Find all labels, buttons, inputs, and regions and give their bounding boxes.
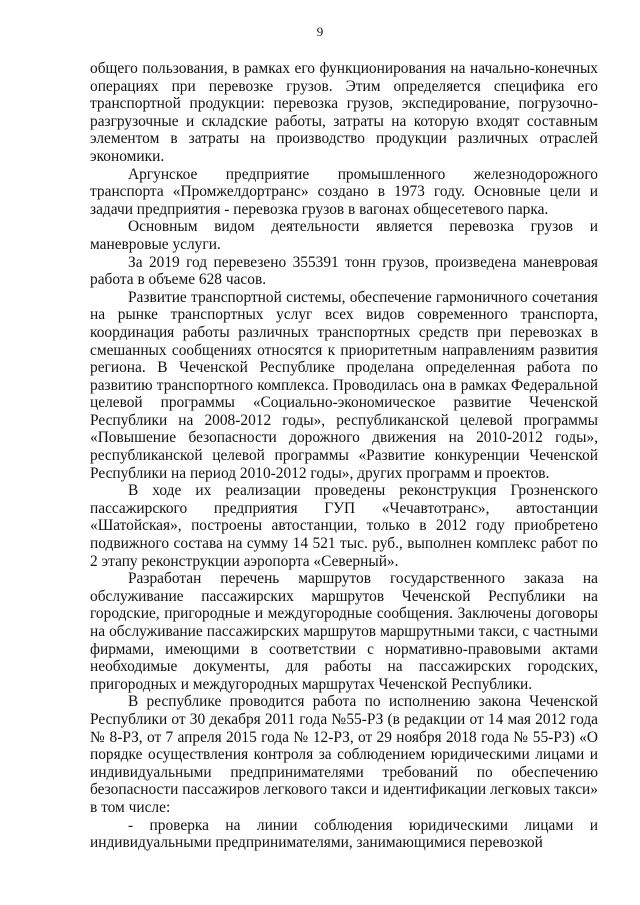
paragraph-6: В ходе их реализации проведены реконструкция Грозненского пассажирского предприятия ГУП «Чечавтотранс», автостанции «Шатойская», построены автостанции, только в 2012 году приобретено подвижного состава на сумму 14 521 тыс. руб., выполнен комплекс работ по 2 этапу реконструкции аэропорта «Северный». <box>90 482 598 570</box>
paragraph-8: В республике проводится работа по исполнению закона Чеченской Республики от 30 декабря 2011 года №55-РЗ (в редакции от 14 мая 2012 года № 8-РЗ, от 7 апреля 2015 года № 12-РЗ, от 29 ноября 2018 года № 55-РЗ) «О порядке осуществления контроля за соблюдением юридическими лицами и индивидуальными предпринимателями требований по обеспечению безопасности пассажиров легкового такси и идентификации легковых такси» в том числе: <box>90 693 598 816</box>
paragraph-4: За 2019 год перевезено 355391 тонн грузов, произведена маневровая работа в объеме 628 часов. <box>90 253 598 289</box>
paragraph-1: общего пользования, в рамках его функционирования на начально-конечных операциях при перевозке грузов. Этим определяется специфика его транспортной продукции: перевозка грузов, экспедирование, погрузочно-разгрузочные и складские работы, затраты на которую входят составным элементом в затраты на производство продукции различных отраслей экономики. <box>90 60 598 165</box>
page-number: 9 <box>316 24 324 39</box>
document-body <box>90 60 598 852</box>
paragraph-2: Аргунское предприятие промышленного железнодорожного транспорта «Промжелдортранс» создано в 1973 году. Основные цели и задачи предприятия - перевозка грузов в вагонах общесетевого парка. <box>90 165 598 218</box>
paragraph-7: Разработан перечень маршрутов государственного заказа на обслуживание пассажирских маршрутов Чеченской Республики на городские, пригородные и междугородные сообщения. Заключены договоры на обслуживание пассажирских маршрутов маршрутными такси, с частными фирмами, имеющими в соответствии с нормативно-правовыми актами необходимые документы, для работы на пассажирских городских, пригородных и междугородных маршрутах Чеченской Республики. <box>90 570 598 693</box>
paragraph-3: Основным видом деятельности является перевозка грузов и маневровые услуги. <box>90 218 598 253</box>
paragraph-9: - проверка на линии соблюдения юридическими лицами и индивидуальными предпринимателями, занимающимися перевозкой <box>90 816 598 852</box>
paragraph-5: Развитие транспортной системы, обеспечение гармоничного сочетания на рынке транспортных услуг всех видов современного транспорта, координация работы различных транспортных средств при перевозках в смешанных сообщениях относятся к приоритетным направлениям развития региона. В Чеченской Республике проделана определенная работа по развитию транспортного комплекса. Проводилась она в рамках Федеральной целевой программы «Социально-экономическое развитие Чеченской Республики на 2008-2012 годы», республиканской целевой программы «Повышение безопасности дорожного движения на 2010-2012 годы», республиканской целевой программы «Развитие конкуренции Чеченской Республики на период 2010-2012 годы», других программ и проектов. <box>90 288 598 482</box>
